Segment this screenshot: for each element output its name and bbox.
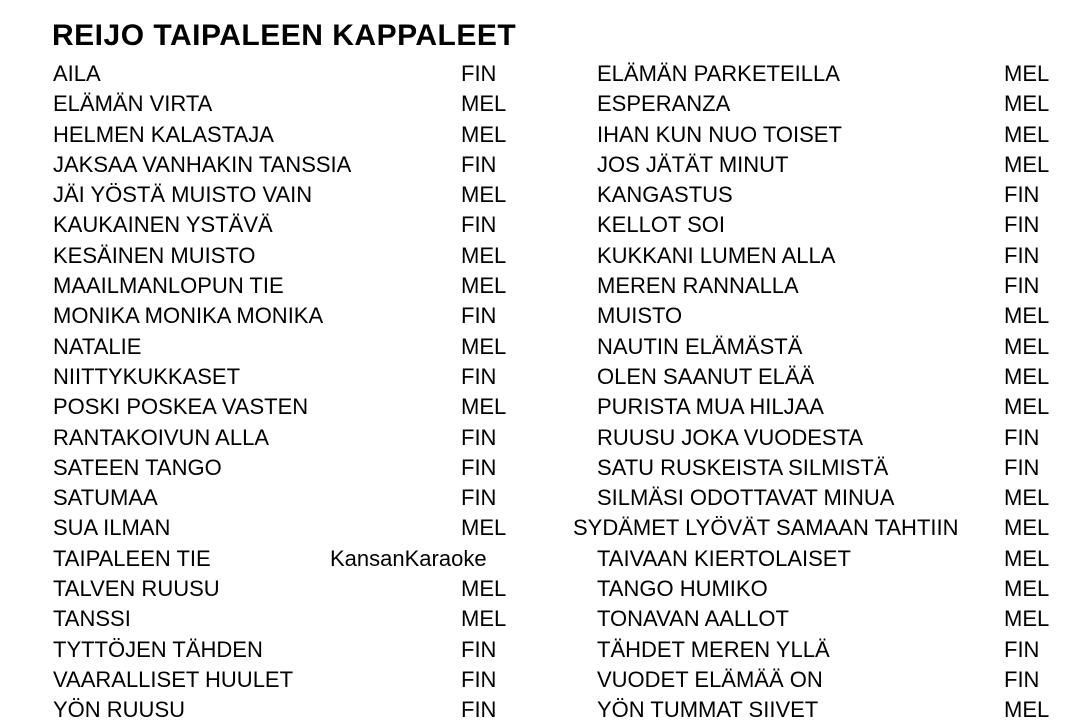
song-title: JAKSAA VANHAKIN TANSSIA: [53, 151, 352, 177]
song-code: MEL: [1004, 545, 1050, 571]
song-code: FIN: [1004, 212, 1040, 238]
song-row: [573, 301, 1063, 331]
song-row: [573, 241, 1063, 271]
song-row: [573, 574, 1063, 604]
song-row: [573, 665, 1063, 695]
song-title: YÖN TUMMAT SIIVET: [597, 697, 819, 723]
song-title: YÖN RUUSU: [53, 697, 186, 723]
song-row: [53, 271, 513, 301]
song-title: POSKI POSKEA VASTEN: [53, 394, 309, 420]
song-code: FIN: [1004, 182, 1040, 208]
song-row: [573, 332, 1063, 362]
song-title: TALVEN RUUSU: [53, 576, 220, 602]
song-code: MEL: [461, 576, 507, 602]
song-title: MONIKA MONIKA MONIKA: [53, 303, 324, 329]
song-code: MEL: [1004, 606, 1050, 632]
song-row: [573, 89, 1063, 119]
song-code: MEL: [461, 121, 507, 147]
song-title: OLEN SAANUT ELÄÄ: [597, 363, 815, 389]
song-title: JOS JÄTÄT MINUT: [597, 151, 789, 177]
song-title: KANGASTUS: [597, 182, 733, 208]
song-title: SILMÄSI ODOTTAVAT MINUA: [597, 485, 895, 511]
song-code: FIN: [461, 666, 497, 692]
song-title: ELÄMÄN PARKETEILLA: [597, 61, 840, 86]
song-row: [573, 604, 1063, 634]
song-code: FIN: [1004, 666, 1040, 692]
song-code: MEL: [1004, 121, 1050, 147]
song-title: KUKKANI LUMEN ALLA: [597, 242, 836, 268]
song-row: [53, 695, 513, 725]
song-row: [53, 301, 513, 331]
song-code: MEL: [461, 242, 507, 268]
song-title: RUUSU JOKA VUODESTA: [597, 424, 864, 450]
song-row: [53, 241, 513, 271]
song-title: SYDÄMET LYÖVÄT SAMAAN TAHTIIN: [573, 515, 959, 541]
song-code: MEL: [461, 273, 507, 299]
song-row: [53, 120, 513, 150]
song-code: MEL: [1004, 303, 1050, 329]
song-title: IHAN KUN NUO TOISET: [597, 121, 842, 147]
song-code: MEL: [461, 515, 507, 541]
song-row: [53, 483, 513, 513]
song-row: [53, 604, 513, 634]
song-title: KELLOT SOI: [597, 212, 725, 238]
song-row: [573, 150, 1063, 180]
song-row: [573, 120, 1063, 150]
song-code: FIN: [461, 454, 497, 480]
song-list-left: [53, 59, 513, 726]
song-code: MEL: [1004, 363, 1050, 389]
song-code: FIN: [461, 424, 497, 450]
song-code: MEL: [461, 606, 507, 632]
song-code: MEL: [461, 333, 507, 359]
song-code: FIN: [461, 697, 497, 723]
song-code: MEL: [1004, 576, 1050, 602]
song-row: [573, 513, 1063, 543]
song-title: TAIPALEEN TIE: [53, 545, 211, 571]
song-row: [53, 513, 513, 543]
song-code: FIN: [461, 485, 497, 511]
song-row: [53, 150, 513, 180]
song-title: RANTAKOIVUN ALLA: [53, 424, 269, 450]
song-code: MEL: [1004, 91, 1050, 117]
song-title: NAUTIN ELÄMÄSTÄ: [597, 333, 803, 359]
song-row: [53, 453, 513, 483]
song-title: AILA: [53, 61, 101, 86]
song-title: SUA ILMAN: [53, 515, 171, 541]
song-code: MEL: [1004, 515, 1050, 541]
song-code: FIN: [1004, 273, 1040, 299]
song-code: FIN: [1004, 454, 1040, 480]
song-title: VUODET ELÄMÄÄ ON: [597, 666, 823, 692]
song-row: [573, 544, 1063, 574]
song-code: MEL: [461, 182, 507, 208]
song-row: [53, 392, 513, 422]
song-row: [53, 574, 513, 604]
song-row: [53, 180, 513, 210]
song-row: [573, 453, 1063, 483]
song-code: FIN: [461, 303, 497, 329]
song-row: [573, 483, 1063, 513]
song-row: [53, 210, 513, 240]
song-row: [573, 695, 1063, 725]
page-title: REIJO TAIPALEEN KAPPALEET: [52, 19, 517, 52]
song-title: KAUKAINEN YSTÄVÄ: [53, 212, 273, 238]
song-title: SATUMAA: [53, 485, 158, 511]
song-title: MAAILMANLOPUN TIE: [53, 273, 284, 299]
song-title: ELÄMÄN VIRTA: [53, 91, 213, 117]
song-code: MEL: [461, 394, 507, 420]
song-code: MEL: [1004, 394, 1050, 420]
song-code: FIN: [461, 363, 497, 389]
song-title: VAARALLISET HUULET: [53, 666, 294, 692]
song-title: NATALIE: [53, 333, 142, 359]
song-title: ESPERANZA: [597, 91, 731, 117]
song-code: MEL: [1004, 151, 1050, 177]
song-row: [53, 665, 513, 695]
song-row: [53, 332, 513, 362]
song-code: FIN: [461, 151, 497, 177]
song-title: SATEEN TANGO: [53, 454, 222, 480]
song-code: MEL: [1004, 485, 1050, 511]
song-code: KansanKaraoke: [330, 545, 487, 571]
song-title: PURISTA MUA HILJAA: [597, 394, 824, 420]
song-title: NIITTYKUKKASET: [53, 363, 241, 389]
song-title: HELMEN KALASTAJA: [53, 121, 274, 147]
song-code: FIN: [461, 61, 497, 86]
song-row: [573, 180, 1063, 210]
song-list-right: [573, 59, 1063, 726]
song-row: [573, 59, 1063, 89]
song-row: [573, 210, 1063, 240]
song-code: FIN: [1004, 636, 1040, 662]
song-title: KESÄINEN MUISTO: [53, 242, 256, 268]
song-row: [573, 392, 1063, 422]
song-row: [53, 59, 513, 89]
song-title: MUISTO: [597, 303, 683, 329]
song-row: [573, 271, 1063, 301]
song-row: [53, 423, 513, 453]
song-code: FIN: [1004, 424, 1040, 450]
song-title: TYTTÖJEN TÄHDEN: [53, 636, 263, 662]
song-row: [53, 362, 513, 392]
song-code: MEL: [1004, 333, 1050, 359]
song-title: SATU RUSKEISTA SILMISTÄ: [597, 454, 889, 480]
song-code: FIN: [461, 212, 497, 238]
song-row: [573, 362, 1063, 392]
song-row: [573, 423, 1063, 453]
song-row: [53, 89, 513, 119]
song-row: [53, 544, 513, 574]
song-code: MEL: [1004, 697, 1050, 723]
song-code: MEL: [461, 91, 507, 117]
song-title: JÄI YÖSTÄ MUISTO VAIN: [53, 182, 313, 208]
song-title: TÄHDET MEREN YLLÄ: [597, 636, 830, 662]
song-code: FIN: [461, 636, 497, 662]
song-row: [573, 635, 1063, 665]
song-title: TONAVAN AALLOT: [597, 606, 789, 632]
song-title: TANGO HUMIKO: [597, 576, 768, 602]
song-row: [53, 635, 513, 665]
song-title: MEREN RANNALLA: [597, 273, 799, 299]
song-code: FIN: [1004, 242, 1040, 268]
song-title: TANSSI: [53, 606, 131, 632]
song-code: MEL: [1004, 61, 1050, 86]
song-title: TAIVAAN KIERTOLAISET: [597, 545, 851, 571]
